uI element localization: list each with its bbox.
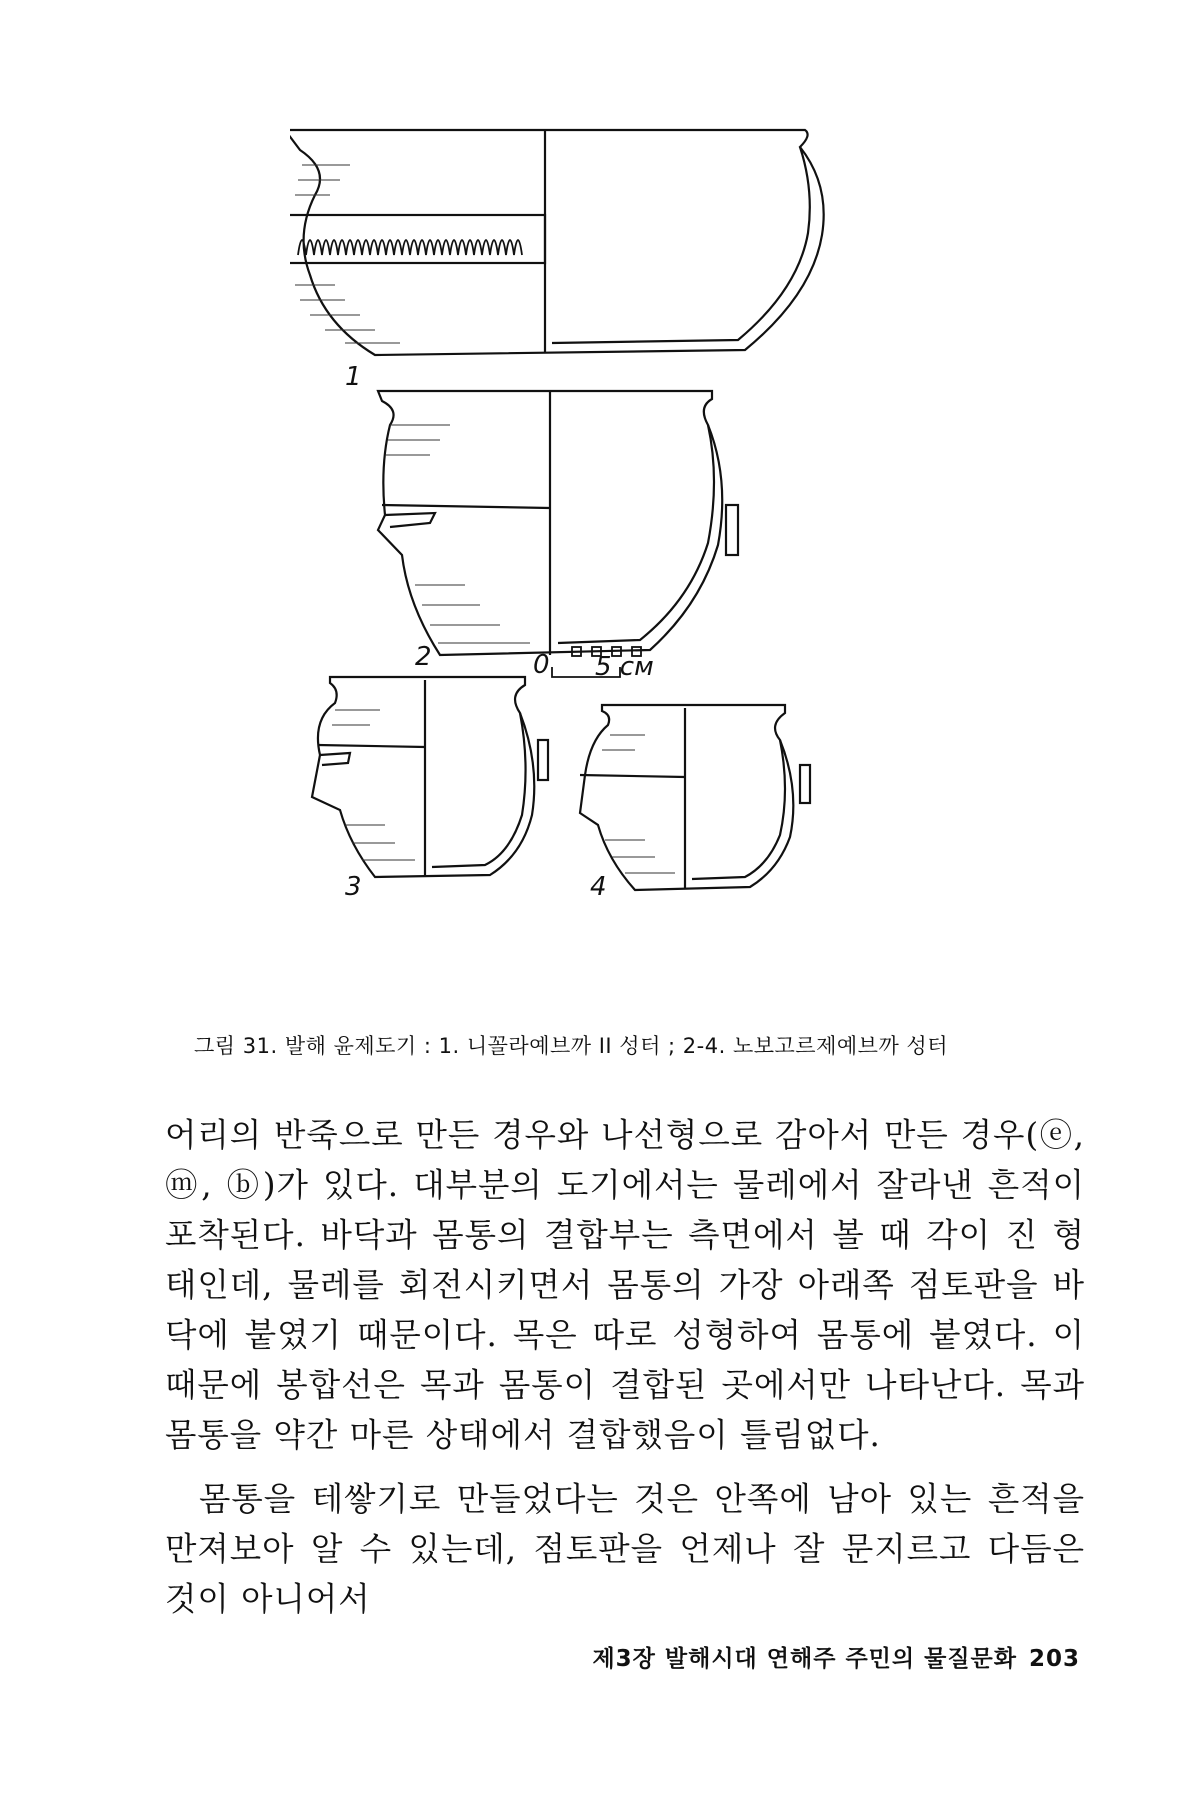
pot-number-2: 2: [415, 642, 432, 672]
pottery-figure: [290, 125, 970, 1025]
pot-2-drawing: [378, 391, 738, 655]
scale-five-label: 5 см: [595, 652, 654, 682]
pot-4-drawing: [580, 705, 810, 890]
figure-caption: 그림 31. 발해 윤제도기 : 1. 니꼴라예브까 II 성터 ; 2-4. 노보고르제예브까 성터: [194, 1034, 948, 1058]
page-footer: [592, 1640, 1080, 1673]
pot-number-1: 1: [345, 362, 362, 392]
chapter-title: 제3장 발해시대 연해주 주민의 물질문화: [592, 1646, 1017, 1672]
pot-1-drawing: [290, 130, 824, 355]
paragraph-2: 몸통을 테쌓기로 만들었다는 것은 안쪽에 남아 있는 흔적을 만져보아 알 수 있는데, 점토판을 언제나 잘 문지르고 다듬은 것이 아니어서: [165, 1480, 1085, 1618]
body-text: [165, 1110, 1085, 1624]
paragraph-1: 어리의 반죽으로 만든 경우와 나선형으로 감아서 만든 경우(ⓔ, ⓜ, ⓑ)가 있다. 대부분의 도기에서는 물레에서 잘라낸 흔적이 포착된다. 바닥과 몸통의 결합부는 측면에서 볼 때 각이 진 형태인데, 물레를 회전시키면서 몸통의 가장 아래쪽 점토판을 바닥에 붙였기 때문이다. 목은 따로 성형하여 몸통에 붙였다. 이 때문에 봉합선은 목과 몸통이 결합된 곳에서만 나타난다. 목과 몸통을 약간 마른 상태에서 결합했음이 틀림없다.: [165, 1116, 1085, 1454]
pot-3-drawing: [312, 677, 548, 877]
pot-number-3: 3: [345, 872, 362, 902]
page-number: 203: [1028, 1646, 1080, 1672]
scale-zero-label: 0: [533, 650, 550, 680]
pot-number-4: 4: [590, 872, 607, 902]
pottery-drawing: [290, 125, 970, 1025]
